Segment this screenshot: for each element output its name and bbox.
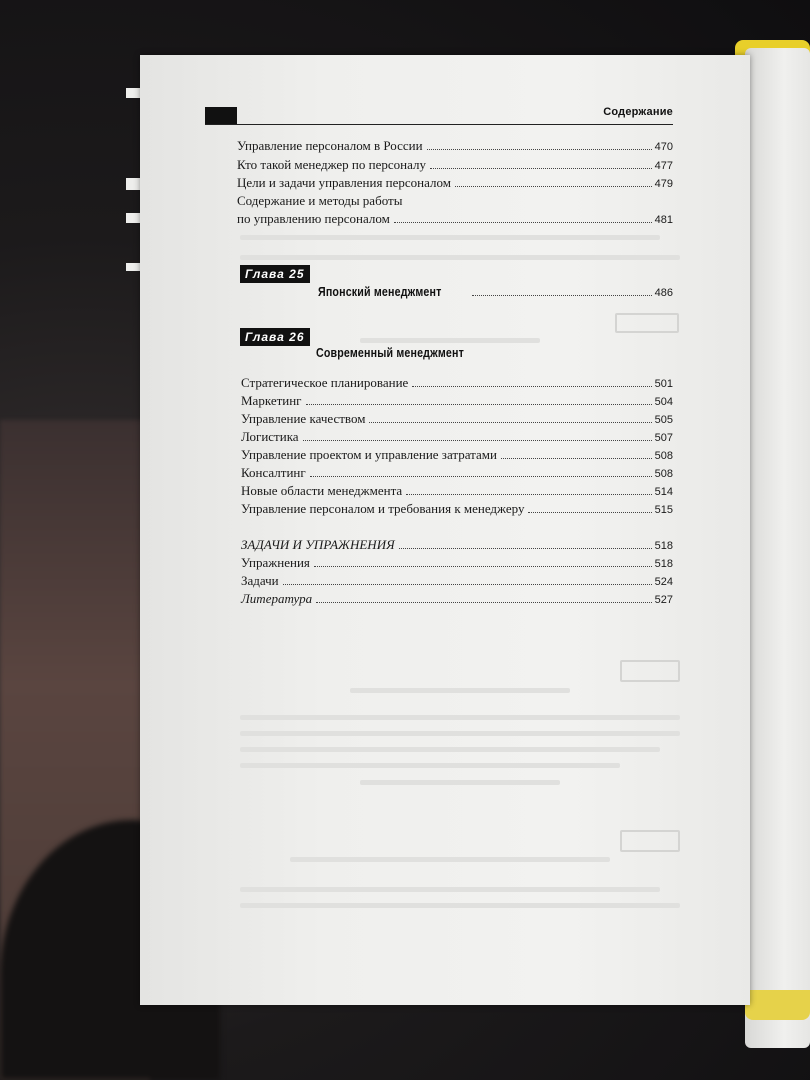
toc-entry-page: 508 [654, 468, 673, 480]
show-through-shape [240, 903, 680, 908]
show-through-shape [290, 857, 610, 862]
toc-entry-label: Упражнения [241, 555, 310, 570]
toc-entry [241, 446, 673, 465]
show-through-shape [350, 688, 570, 693]
dot-leader [303, 440, 652, 441]
toc-entry [241, 500, 673, 519]
dot-leader [369, 422, 651, 423]
toc-entry-page: 518 [654, 558, 673, 570]
show-through-shape [240, 887, 660, 892]
toc-entry-page: 514 [654, 486, 673, 498]
toc-entry-label: Управление проектом и управление затратами [241, 447, 497, 462]
toc-entry-page: 507 [654, 432, 673, 444]
spine-mark [126, 263, 140, 271]
toc-entry [237, 137, 673, 156]
toc-entry [241, 428, 673, 447]
show-through-shape [240, 731, 680, 736]
toc-entry-page: 470 [654, 141, 673, 153]
toc-entry-page: 515 [654, 504, 673, 516]
toc-entry-page: 504 [654, 396, 673, 408]
spine-mark [126, 178, 140, 190]
running-header-title: Содержание [603, 106, 673, 118]
show-through-shape [615, 313, 679, 333]
toc-entry-label: Литература [241, 591, 313, 606]
spine-mark [126, 213, 140, 223]
show-through-shape [240, 715, 680, 720]
dot-leader [427, 149, 652, 150]
show-through-shape [620, 660, 680, 682]
toc-entry-page: 481 [654, 214, 673, 226]
dot-leader [430, 168, 652, 169]
toc-entry [237, 156, 673, 175]
toc-entry-label: ЗАДАЧИ И УПРАЖНЕНИЯ [241, 537, 395, 552]
toc-entry-label: Новые области менеджмента [241, 483, 403, 498]
toc-entry [241, 410, 673, 429]
toc-entry-label: Консалтинг [241, 465, 306, 480]
show-through-shape [360, 780, 560, 785]
toc-entry-label: по управлению персоналом [237, 211, 390, 226]
toc-entry-label: Управление качеством [241, 411, 366, 426]
toc-entry [241, 374, 673, 393]
dot-leader [316, 602, 652, 603]
dot-leader [314, 566, 652, 567]
toc-entry-continued [237, 192, 673, 209]
toc-entry-label: Стратегическое планирование [241, 375, 409, 390]
toc-entry-label: Маркетинг [241, 393, 302, 408]
toc-entry [241, 392, 673, 411]
toc-entry-label: Задачи [241, 573, 279, 588]
toc-entry [237, 210, 673, 229]
toc-entry-page: 505 [654, 414, 673, 426]
toc-entry-label: Управление персоналом в России [237, 138, 423, 153]
toc-entry [241, 464, 673, 483]
toc-entry [237, 174, 673, 193]
toc-entry-page: 479 [654, 178, 673, 190]
dot-leader [472, 295, 652, 296]
spine-marks [126, 88, 140, 308]
toc-entry-page: 524 [654, 576, 673, 588]
toc-entry-page: 486 [654, 287, 673, 299]
toc-entry-label: Содержание и методы работы [237, 193, 403, 208]
dot-leader [310, 476, 652, 477]
toc-entry-label: Логистика [241, 429, 299, 444]
toc-entry [241, 554, 673, 573]
chapter-entry [318, 283, 673, 302]
toc-entry-label: Цели и задачи управления персоналом [237, 175, 451, 190]
toc-entry-page: 508 [654, 450, 673, 462]
dot-leader [399, 548, 652, 549]
show-through-shape [620, 830, 680, 852]
show-through-shape [240, 763, 620, 768]
dot-leader [412, 386, 651, 387]
show-through-shape [360, 338, 540, 343]
chapter-badge: Глава 25 [240, 265, 310, 283]
toc-entry-label: Управление персоналом и требования к менеджеру [241, 501, 525, 516]
dot-leader [501, 458, 652, 459]
dot-leader [406, 494, 651, 495]
spine-mark [126, 88, 140, 98]
toc-entry [241, 572, 673, 591]
toc-entry-page: 518 [654, 540, 673, 552]
toc-entry [241, 536, 673, 555]
show-through-shape [240, 747, 660, 752]
show-through-shape [240, 235, 660, 240]
toc-entry-page: 501 [654, 378, 673, 390]
dot-leader [528, 512, 651, 513]
toc-entry [241, 482, 673, 501]
book-cover-edge-bottom [745, 990, 810, 1020]
show-through-shape [240, 255, 680, 260]
header-black-bar [205, 107, 237, 125]
toc-entry-page: 527 [654, 594, 673, 606]
toc-entry-page: 477 [654, 160, 673, 172]
chapter-title: Современный менеджмент [316, 345, 464, 360]
chapter-badge: Глава 26 [240, 328, 310, 346]
chapter-title: Японский менеджмент [318, 284, 442, 299]
dot-leader [283, 584, 652, 585]
toc-entry [241, 590, 673, 609]
toc-entry-label: Кто такой менеджер по персоналу [237, 157, 426, 172]
header-rule [205, 124, 673, 125]
dot-leader [455, 186, 652, 187]
dot-leader [306, 404, 652, 405]
book-page-stack [745, 48, 810, 1048]
dot-leader [394, 222, 652, 223]
